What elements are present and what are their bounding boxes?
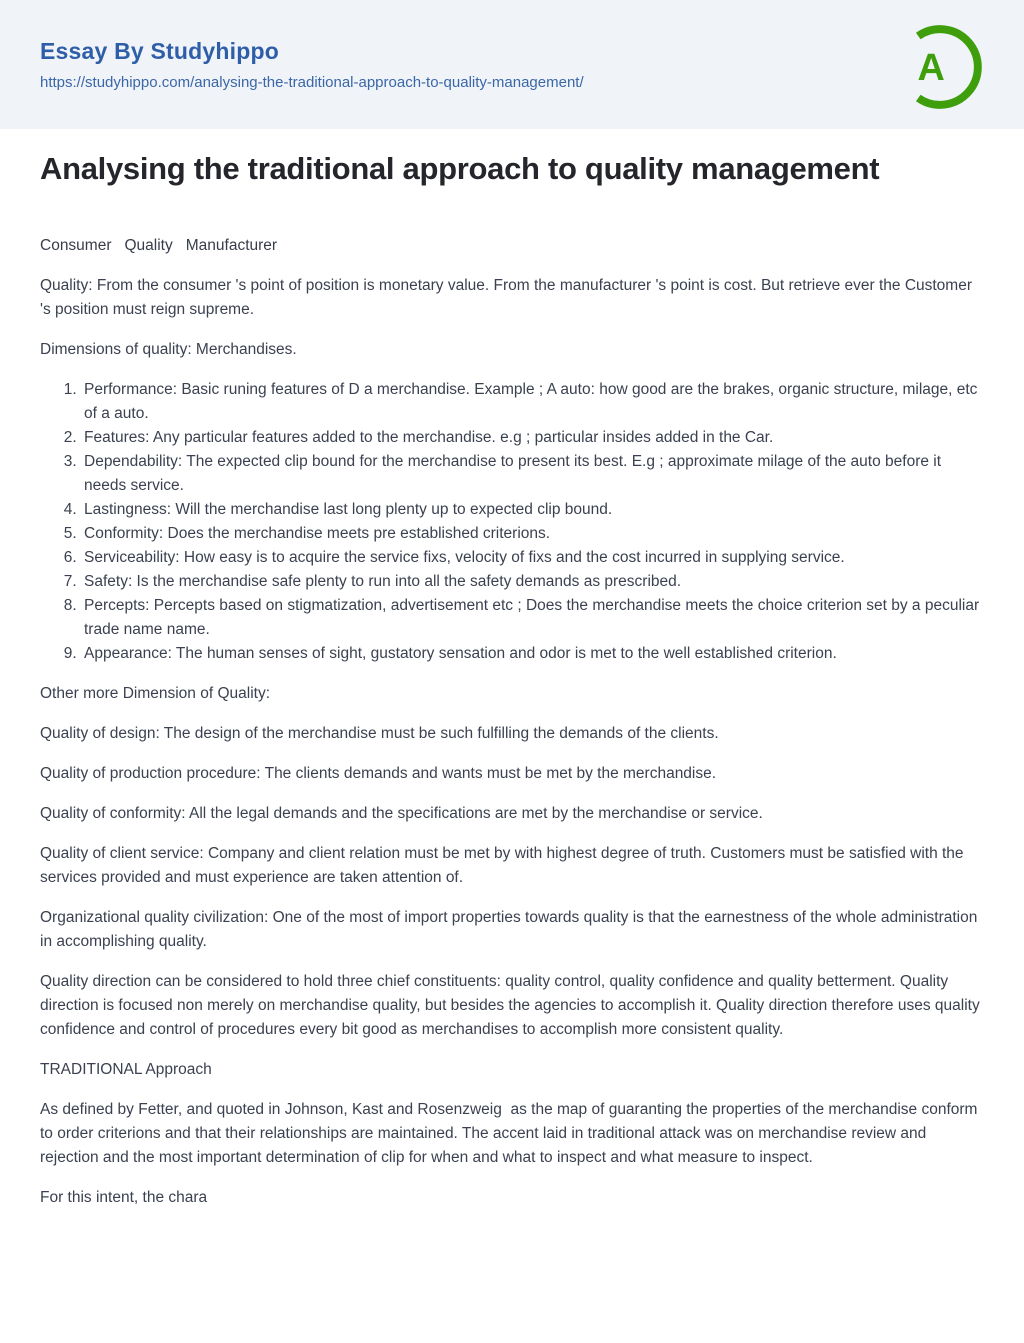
list-item-serviceability: 6. Serviceability: How easy is to acquire the service fixs, velocity of fixs and the cost incurred in supplying service. — [81, 546, 984, 570]
studyhippo-logo-icon — [896, 23, 984, 111]
list-item-percepts: 8. Percepts: Percepts based on stigmatization, advertisement etc ; Does the merchandise meets the choice criterion set by a peculiar trade name name. — [81, 594, 984, 642]
paragraph-quality-direction: Quality direction can be considered to hold three chief constituents: quality control, quality confidence and quality betterment. Quality direction is focused non merely on merchandise quality, but besides the agencies to accomplish it. Quality direction therefore uses quality confidence and control of procedures every bit good as merchandises to accomplish more consistent quality. — [40, 973, 984, 1038]
paragraph-quality-of-design: Quality of design: The design of the merchandise must be such fulfilling the demands of the clients. — [40, 725, 719, 742]
quality-dimensions-list — [40, 378, 984, 666]
paragraph-dimensions-heading: Dimensions of quality: Merchandises. — [40, 341, 297, 358]
list-item-appearance: 9. Appearance: The human senses of sight, gustatory sensation and odor is met to the well established criterion. — [81, 642, 984, 666]
list-item-lastingness: 4. Lastingness: Will the merchandise last long plenty up to expected clip bound. — [81, 498, 984, 522]
page-title: Analysing the traditional approach to quality management — [40, 151, 880, 186]
paragraph-truncated-last-line: For this intent, the chara — [40, 1189, 208, 1206]
site-info — [40, 38, 584, 91]
logo-letter: A — [917, 46, 945, 89]
list-item-conformity: 5. Conformity: Does the merchandise meets pre established criterions. — [81, 522, 984, 546]
essay-content — [0, 151, 1024, 1266]
paragraph-quality-of-conformity: Quality of conformity: All the legal demands and the specifications are met by the merchandise or service. — [40, 805, 763, 822]
paragraph-quality-of-client-service: Quality of client service: Company and client relation must be met by with highest degree of truth. Customers must be satisfied with the services provided and must experience are taken attention of. — [40, 845, 968, 886]
paragraph-organizational-quality: Organizational quality civilization: One of the most of import properties towards quality is that the earnestness of the whole administration in accomplishing quality. — [40, 909, 982, 950]
list-item-features: 2. Features: Any particular features added to the merchandise. e.g ; particular insides added in the Car. — [81, 426, 984, 450]
paragraph-traditional-approach-heading: TRADITIONAL Approach — [40, 1061, 212, 1078]
list-item-safety: 7. Safety: Is the merchandise safe plenty to run into all the safety demands as prescribed. — [81, 570, 984, 594]
site-header — [0, 0, 1024, 129]
tag-manufacturer: Manufacturer — [185, 237, 278, 254]
list-item-performance: 1. Performance: Basic runing features of D a merchandise. Example ; A auto: how good are the brakes, organic structure, milage, etc of a auto. — [81, 378, 984, 426]
list-item-dependability: 3. Dependability: The expected clip bound for the merchandise to present its best. E.g ; approximate milage of the auto before it needs service. — [81, 450, 984, 498]
essay-url-link[interactable]: https://studyhippo.com/analysing-the-traditional-approach-to-quality-management/ — [40, 74, 584, 91]
tags-row — [40, 234, 984, 258]
paragraph-traditional-approach-body: As defined by Fetter, and quoted in Johnson, Kast and Rosenzweig as the map of guaranting the properties of the merchandise conform to order criterions and that their relationships are maintained. The accent laid in traditional attack was on merchandise review and rejection and the most important determination of clip for when and what to inspect and what measure to inspect. — [40, 1101, 982, 1166]
paragraph-quality-definition: Quality: From the consumer 's point of position is monetary value. From the manufacturer 's point is cost. But retrieve ever the Customer 's position must reign supreme. — [40, 277, 977, 318]
site-name: Essay By Studyhippo — [40, 38, 279, 64]
tag-quality: Quality — [124, 237, 173, 254]
tag-consumer: Consumer — [40, 237, 112, 254]
paragraph-quality-of-production: Quality of production procedure: The clients demands and wants must be met by the merchandise. — [40, 765, 717, 782]
paragraph-other-dimensions-heading: Other more Dimension of Quality: — [40, 685, 271, 702]
